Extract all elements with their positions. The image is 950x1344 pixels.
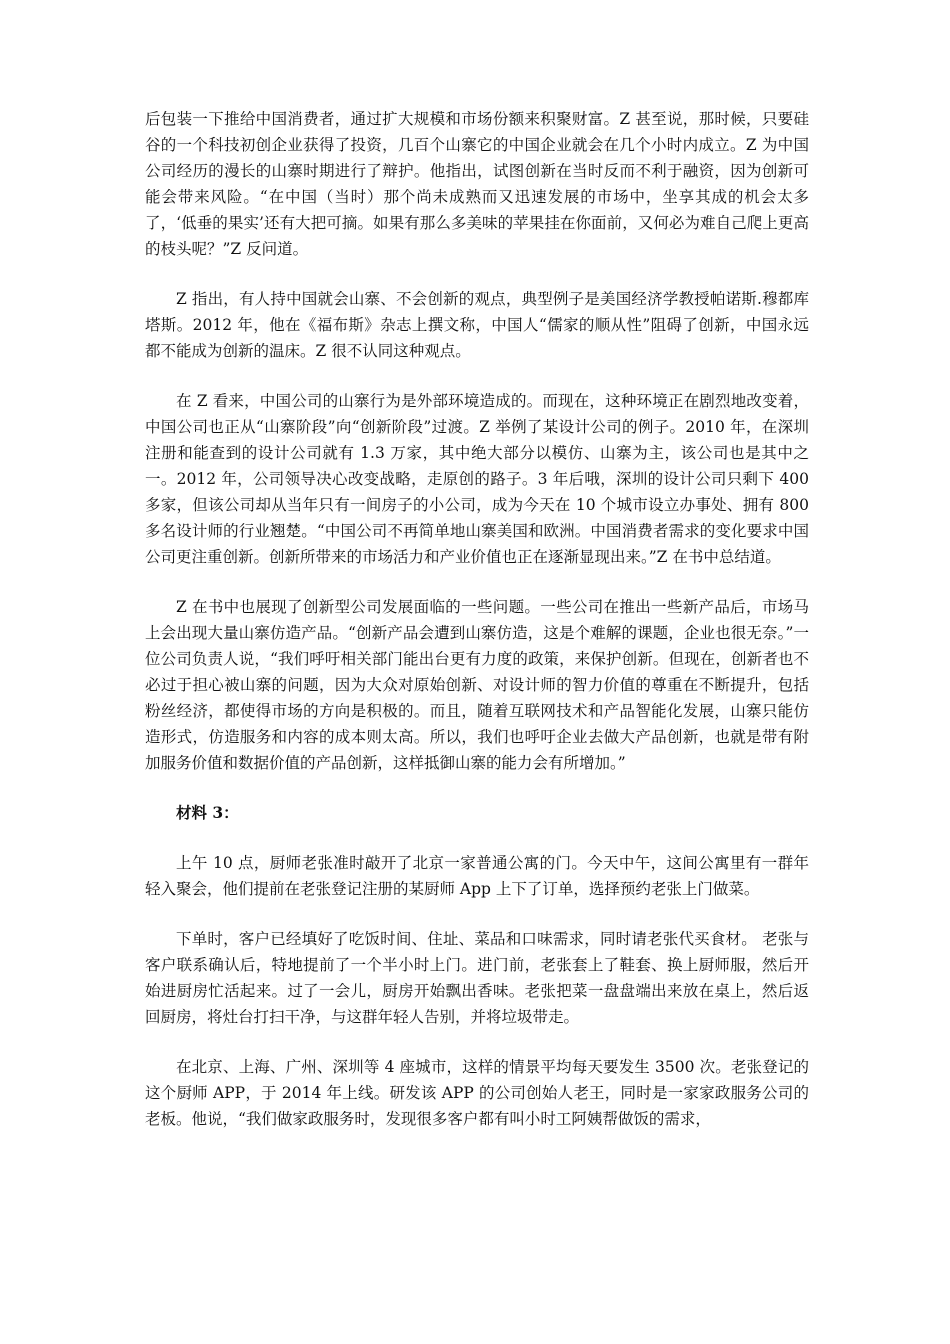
paragraph: 后包装一下推给中国消费者，通过扩大规模和市场份额来积聚财富。Z 甚至说，那时候，只要硅谷的一个科技初创企业获得了投资，几百个山寨它的中国企业就会在几个小时内成立。Z 为中国公司经历的漫长的山寨时期进行了辩护。他指出，试图创新在当时反而不利于融资，因为创新可能会带来风险。“在中国（当时）那个尚未成熟而又迅速发展的市场中，坐享其成的机会太多了，‘低垂的果实’还有大把可摘。如果有那么多美味的苹果挂在你面前，又何必为难自己爬上更高的枝头呢？”Z 反问道。 xyxy=(145,110,809,258)
paragraph: 上午 10 点，厨师老张准时敲开了北京一家普通公寓的门。今天中午，这间公寓里有一群年轻入聚会，他们提前在老张登记注册的某厨师 App 上下了订单，选择预约老张上门做菜。 xyxy=(145,854,809,898)
paragraph: 在北京、上海、广州、深圳等 4 座城市，这样的情景平均每天要发生 3500 次。老张登记的这个厨师 APP，于 2014 年上线。研发该 APP 的公司创始人老王，同时是一家家政服务公司的老板。他说，“我们做家政服务时，发现很多客户都有叫小时工阿姨帮做饭的需求， xyxy=(145,1058,809,1128)
paragraph: 在 Z 看来，中国公司的山寨行为是外部环境造成的。而现在，这种环境正在剧烈地改变着，中国公司也正从“山寨阶段”向“创新阶段”过渡。Z 举例了某设计公司的例子。2010 年，在深圳注册和能查到的设计公司就有 1.3 万家，其中绝大部分以模仿、山寨为主，该公司也是其中之一。2012 年，公司领导决心改变战略，走原创的路子。3 年后哦，深圳的设计公司只剩下 400 多家，但该公司却从当年只有一间房子的小公司，成为今天在 10 个城市设立办事处、拥有 800 多名设计师的行业翘楚。“中国公司不再简单地山寨美国和欧洲。中国消费者需求的变化要求中国公司更注重创新。创新所带来的市场活力和产业价值也正在逐渐显现出来。”Z 在书中总结道。 xyxy=(145,392,809,566)
paragraph: 下单时，客户已经填好了吃饭时间、住址、菜品和口味需求，同时请老张代买食材。 老张与客户联系确认后，特地提前了一个半小时上门。进门前，老张套上了鞋套、换上厨师服，然后开始进厨房忙活起来。过了一会儿，厨房开始飘出香味。老张把菜一盘盘端出来放在桌上，然后返回厨房，将灶台打扫干净，与这群年轻人告别，并将垃圾带走。 xyxy=(145,930,809,1026)
paragraph: Z 指出，有人持中国就会山寨、不会创新的观点，典型例子是美国经济学教授帕诺斯.穆都库塔斯。2012 年，他在《福布斯》杂志上撰文称，中国人“儒家的顺从性”阻碍了创新，中国永远都不能成为创新的温床。Z 很不认同这种观点。 xyxy=(145,290,809,360)
document-page xyxy=(145,106,809,1156)
section-heading: 材料 3： xyxy=(176,803,239,822)
paragraph: Z 在书中也展现了创新型公司发展面临的一些问题。一些公司在推出一些新产品后，市场马上会出现大量山寨仿造产品。“创新产品会遭到山寨仿造，这是个难解的课题，企业也很无奈。”一位公司负责人说，“我们呼吁相关部门能出台更有力度的政策，来保护创新。但现在，创新者也不必过于担心被山寨的问题，因为大众对原始创新、对设计师的智力价值的尊重在不断提升，包括粉丝经济，都使得市场的方向是积极的。而且，随着互联网技术和产品智能化发展，山寨只能仿造形式，仿造服务和内容的成本则太高。所以，我们也呼吁企业去做大产品创新，也就是带有附加服务价值和数据价值的产品创新，这样抵御山寨的能力会有所增加。” xyxy=(145,598,809,772)
